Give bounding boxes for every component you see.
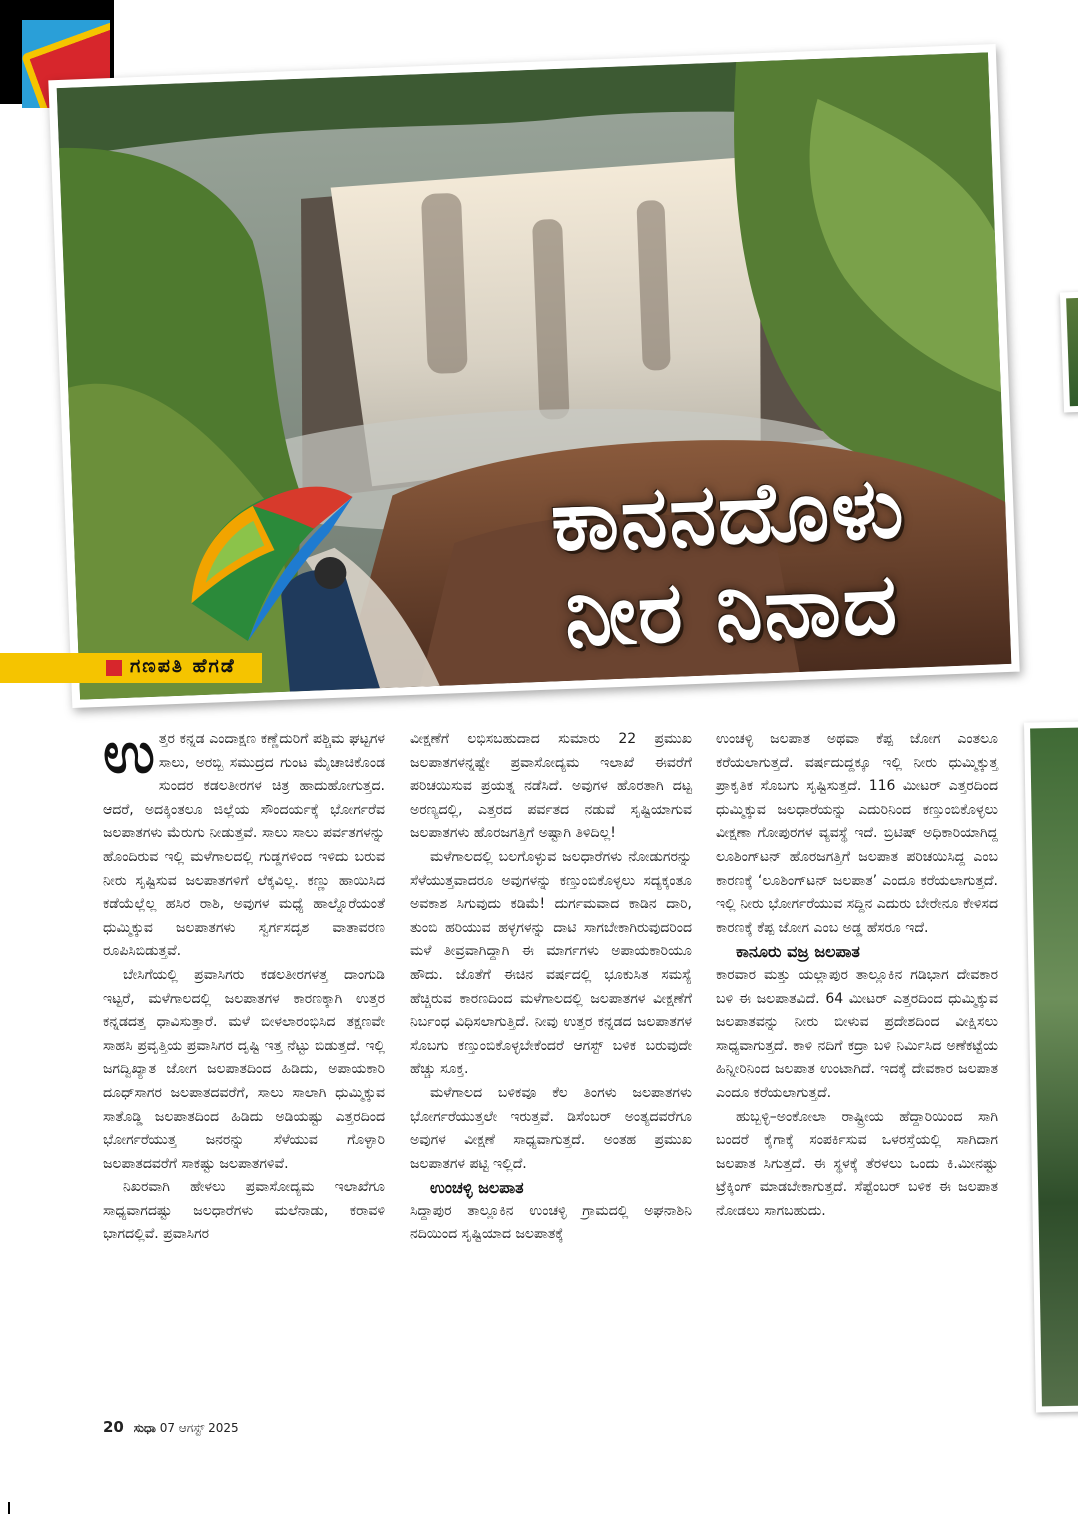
article-paragraph: ನಿಖರವಾಗಿ ಹೇಳಲು ಪ್ರವಾಸೋದ್ಯಮ ಇಲಾಖೆಗೂ ಸಾಧ್ಯವಾಗದಷ್ಟು ಜಲಧಾರೆಗಳು ಮಲೆನಾಡು, ಕರಾವಳಿ ಭಾಗದಲ್ಲಿವೆ. ಪ್ರವಾಸಿಗರ [103,1179,385,1243]
drop-cap: ಉ [103,721,155,786]
article-paragraph: ಹುಬ್ಬಳ್ಳಿ–ಅಂಕೋಲಾ ರಾಷ್ಟ್ರೀಯ ಹೆದ್ದಾರಿಯಿಂದ ಸಾಗಿ ಬಂದರೆ ಕೈಗಾಕ್ಕೆ ಸಂಪರ್ಕಿಸುವ ಒಳರಸ್ತೆಯಲ್ಲಿ ಸಾಗಿದಾಗ ಜಲಪಾತ ಸಿಗುತ್ತದೆ. ಈ ಸ್ಥಳಕ್ಕೆ ತೆರಳಲು ಒಂದು ಕಿ.ಮೀನಷ್ಟು ಟ್ರೆಕ್ಕಿಂಗ್ ಮಾಡಬೇಕಾಗುತ್ತದೆ. ಸೆಪ್ಟೆಂಬರ್ ಬಳಿಕ ಈ ಜಲಪಾತ ನೋಡಲು ಸಾಗಬಹುದು. [716,1108,998,1219]
article-column-1 [103,721,385,1247]
article-column-2 [410,728,692,1247]
article-paragraph: ಸಿದ್ದಾಪುರ ತಾಲ್ಲೂಕಿನ ಉಂಚಳ್ಳಿ ಗ್ರಾಮದಲ್ಲಿ ಅಘನಾಶಿನಿ ನದಿಯಿಂದ ಸೃಷ್ಟಿಯಾದ ಜಲಪಾತಕ್ಕೆ [410,1202,692,1243]
article-paragraph: ಉಂಚಳ್ಳಿ ಜಲಪಾತ ಅಥವಾ ಕೆಪ್ಪ ಜೋಗ ಎಂತಲೂ ಕರೆಯಲಾಗುತ್ತದೆ. ವರ್ಷದುದ್ದಕ್ಕೂ ಇಲ್ಲಿ ನೀರು ಧುಮ್ಮಿಕ್ಕುತ್ತ ಪ್ರಾಕೃತಿಕ ಸೊಬಗು ಸೃಷ್ಟಿಸುತ್ತದೆ. 116 ಮೀಟರ್ ಎತ್ತರದಿಂದ ಧುಮ್ಮಿಕ್ಕುವ ಜಲಧಾರೆಯನ್ನು ಎದುರಿನಿಂದ ಕಣ್ತುಂಬಿಕೊಳ್ಳಲು ವೀಕ್ಷಣಾ ಗೋಪುರಗಳ ವ್ಯವಸ್ಥೆ ಇದೆ. ಬ್ರಿಟಿಷ್ ಅಧಿಕಾರಿಯಾಗಿದ್ದ ಲೂಶಿಂಗ್‌ಟನ್ ಹೊರಜಗತ್ತಿಗೆ ಜಲಪಾತ ಪರಿಚಯಿಸಿದ್ದ ಎಂಬ ಕಾರಣಕ್ಕೆ ‘ಲೂಶಿಂಗ್‌ಟನ್ ಜಲಪಾತ’ ಎಂದೂ ಕರೆಯಲಾಗುತ್ತದೆ. ಇಲ್ಲಿ ನೀರು ಭೋರ್ಗರೆಯುವ ಸದ್ದಿನ ಎದುರು ಬೇರೇನೂ ಕೇಳಿಸದ ಕಾರಣಕ್ಕೆ ಕೆಪ್ಪ ಜೋಗ ಎಂಬ ಅಡ್ಡ ಹೆಸರೂ ಇದೆ. [716,731,998,936]
issue-date: 07 ಆಗಸ್ಟ್ 2025 [159,1421,239,1435]
subheading: ಉಂಚಳ್ಳಿ ಜಲಪಾತ [430,1178,524,1198]
paragraph-text: ತ್ತರ ಕನ್ನಡ ಎಂದಾಕ್ಷಣ ಕಣ್ಣೆದುರಿಗೆ ಪಶ್ಚಿಮ ಘಟ್ಟಗಳ ಸಾಲು, ಅರಬ್ಬಿ ಸಮುದ್ರದ ಗುಂಟ ಮೈಚಾಚಿಕೊಂಡ ಸುಂದರ ಕಡಲತೀರಗಳ ಚಿತ್ರ ಹಾದುಹೋಗುತ್ತದ. ಆದರೆ, ಅದಕ್ಕಿಂತಲೂ ಜಿಲ್ಲೆಯ ಸೌಂದರ್ಯಕ್ಕೆ ಭೋರ್ಗರೆವ ಜಲಪಾತಗಳು ಮೆರುಗು ನೀಡುತ್ತವೆ. ಸಾಲು ಸಾಲು ಪರ್ವತಗಳನ್ನು ಹೊಂದಿರುವ ಇಲ್ಲಿ ಮಳೆಗಾಲದಲ್ಲಿ ಗುಡ್ಡಗಳಿಂದ ಇಳಿದು ಬರುವ ನೀರು ಸೃಷ್ಟಿಸುವ ಜಲಪಾತಗಳಿಗೆ ಲೆಕ್ಕವಿಲ್ಲ. ಕಣ್ಣು ಹಾಯಿಸಿದ ಕಡೆಯೆಲ್ಲೆಲ್ಲ ಹಸಿರ ರಾಶಿ, ಅವುಗಳ ಮಧ್ಯೆ ಹಾಲ್ನೊರೆಯಂತೆ ಧುಮ್ಮಿಕ್ಕುವ ಜಲಪಾತಗಳು ಸ್ವರ್ಗಸದೃಶ ವಾತಾವರಣ ರೂಪಿಸಿಬಿಡುತ್ತವೆ. [103,731,385,960]
article-paragraph: ಬೇಸಿಗೆಯಲ್ಲಿ ಪ್ರವಾಸಿಗರು ಕಡಲತೀರಗಳತ್ತ ದಾಂಗುಡಿ ಇಟ್ಟರೆ, ಮಳೆಗಾಲದಲ್ಲಿ ಜಲಪಾತಗಳ ಕಾರಣಕ್ಕಾಗಿ ಉತ್ತರ ಕನ್ನಡದತ್ತ ಧಾವಿಸುತ್ತಾರೆ. ಮಳೆ ಬೀಳಲಾರಂಭಿಸಿದ ತಕ್ಷಣವೇ ಸಾಹಸಿ ಪ್ರವೃತ್ತಿಯ ಪ್ರವಾಸಿಗರ ದೃಷ್ಟಿ ಇತ್ತ ನೆಟ್ಟು ಬಿಡುತ್ತದೆ. ಇಲ್ಲಿ ಜಗದ್ವಿಖ್ಯಾತ ಜೋಗ ಜಲಪಾತದಿಂದ ಹಿಡಿದು, ಅಪಾಯಕಾರಿ ದೂಧ್‌ಸಾಗರ ಜಲಪಾತದವರೆಗೆ, ಸಾಲು ಸಾಲಾಗಿ ಧುಮ್ಮಿಕ್ಕುವ ಸಾತೊಡ್ಡಿ ಜಲಪಾತದಿಂದ ಹಿಡಿದು ಅಡಿಯಷ್ಟು ಎತ್ತರದಿಂದ ಭೋರ್ಗರೆಯುತ್ತ ಜನರನ್ನು ಸೆಳೆಯುವ ಗೊಳ್ಳಾರಿ ಜಲಪಾತದವರೆಗೆ ಸಾಕಷ್ಟು ಜಲಪಾತಗಳಿವೆ. [103,966,385,1172]
author-marker [106,660,122,676]
article-paragraph [103,721,385,964]
page-footer [103,1418,239,1436]
headline-line-2: ನೀರ ನಿನಾದ [563,554,901,666]
headline-line-1: ಕಾನನದೊಳು [549,458,908,570]
publication-name: ಸುಧಾ [133,1421,156,1435]
article-paragraph: ಮಳೆಗಾಲದ ಬಳಿಕವೂ ಕೆಲ ತಿಂಗಳು ಜಲಪಾತಗಳು ಭೋರ್ಗರೆಯುತ್ತಲೇ ಇರುತ್ತವೆ. ಡಿಸೆಂಬರ್ ಅಂತ್ಯದವರೆಗೂ ಅವುಗಳ ವೀಕ್ಷಣೆ ಸಾಧ್ಯವಾಗುತ್ತದೆ. ಅಂತಹ ಪ್ರಮುಖ ಜಲಪಾತಗಳ ಪಟ್ಟಿ ಇಲ್ಲಿದೆ. [410,1084,692,1172]
article-paragraph: ಮಳೆಗಾಲದಲ್ಲಿ ಬಲಗೊಳ್ಳುವ ಜಲಧಾರೆಗಳು ನೋಡುಗರನ್ನು ಸೆಳೆಯುತ್ತವಾದರೂ ಅವುಗಳನ್ನು ಕಣ್ತುಂಬಿಕೊಳ್ಳಲು ಸದ್ಯಕ್ಕಂತೂ ಅವಕಾಶ ಸಿಗುವುದು ಕಡಿಮೆ! ದುರ್ಗಮವಾದ ಕಾಡಿನ ದಾರಿ, ತುಂಬಿ ಹರಿಯುವ ಹಳ್ಳಗಳನ್ನು ದಾಟಿ ಸಾಗಬೇಕಾಗಿರುವುದರಿಂದ ಮಳೆ ತೀವ್ರವಾಗಿದ್ದಾಗಿ ಈ ಮಾರ್ಗಗಳು ಅಪಾಯಕಾರಿಯೂ ಹೌದು. ಜೊತೆಗೆ ಈಚಿನ ವರ್ಷದಲ್ಲಿ ಭೂಕುಸಿತ ಸಮಸ್ಯೆ ಹೆಚ್ಚಿರುವ ಕಾರಣದಿಂದ ಮಳೆಗಾಲದಲ್ಲಿ ಜಲಪಾತಗಳ ವೀಕ್ಷಣೆಗೆ ನಿರ್ಬಂಧ ವಿಧಿಸಲಾಗುತ್ತಿದೆ. ನೀವು ಉತ್ತರ ಕನ್ನಡದ ಜಲಪಾತಗಳ ಸೊಬಗು ಕಣ್ತುಂಬಿಕೊಳ್ಳಬೇಕೆಂದರೆ ಆಗಸ್ಟ್ ಬಳಿಕ ಬರುವುದೇ ಹೆಚ್ಚು ಸೂಕ್ತ. [410,848,692,1078]
article-column-3 [716,728,998,1223]
subheading: ಕಾನೂರು ವಜ್ರ ಜಲಪಾತ [736,942,860,962]
author-name: ಗಣಪತಿ ಹೆಗಡೆ [130,655,236,677]
headline [467,456,994,668]
article-paragraph: ವೀಕ್ಷಣೆಗೆ ಲಭಿಸಬಹುದಾದ ಸುಮಾರು 22 ಪ್ರಮುಖ ಜಲಪಾತಗಳನ್ನಷ್ಟೇ ಪ್ರವಾಸೋದ್ಯಮ ಇಲಾಖೆ ಈವರೆಗೆ ಪರಿಚಯಿಸುವ ಪ್ರಯತ್ನ ನಡೆಸಿದೆ. ಅವುಗಳ ಹೊರತಾಗಿ ದಟ್ಟ ಅರಣ್ಯದಲ್ಲಿ, ಎತ್ತರದ ಪರ್ವತದ ನಡುವೆ ಸೃಷ್ಟಿಯಾಗುವ ಜಲಪಾತಗಳು ಹೊರಜಗತ್ತಿಗೆ ಅಷ್ಟಾಗಿ ತಿಳಿದಿಲ್ಲ! [410,731,692,842]
page-number: 20 [103,1418,124,1436]
article-paragraph: ಕಾರವಾರ ಮತ್ತು ಯಲ್ಲಾಪುರ ತಾಲ್ಲೂಕಿನ ಗಡಿಭಾಗ ದೇವಕಾರ ಬಳಿ ಈ ಜಲಪಾತವಿದೆ. 64 ಮೀಟರ್ ಎತ್ತರದಿಂದ ಧುಮ್ಮಿಕ್ಕುವ ಜಲಪಾತವನ್ನು ನೀರು ಬೀಳುವ ಪ್ರದೇಶದಿಂದ ವೀಕ್ಷಿಸಲು ಸಾಧ್ಯವಾಗುತ್ತದೆ. ಕಾಳಿ ನದಿಗೆ ಕದ್ರಾ ಬಳಿ ನಿರ್ಮಿಸಿದ ಅಣೆಕಟ್ಟೆಯ ಹಿನ್ನೀರಿನಿಂದ ಜಲಪಾತ ಉಂಟಾಗಿದೆ. ಇದಕ್ಕೆ ದೇವಕಾರ ಜಲಪಾತ ಎಂದೂ ಕರೆಯಲಾಗುತ್ತದೆ. [716,966,998,1101]
side-photo-edge [1060,292,1078,413]
author-bar [0,653,262,683]
crop-mark [8,1502,10,1514]
side-photo-edge [1024,722,1078,1413]
